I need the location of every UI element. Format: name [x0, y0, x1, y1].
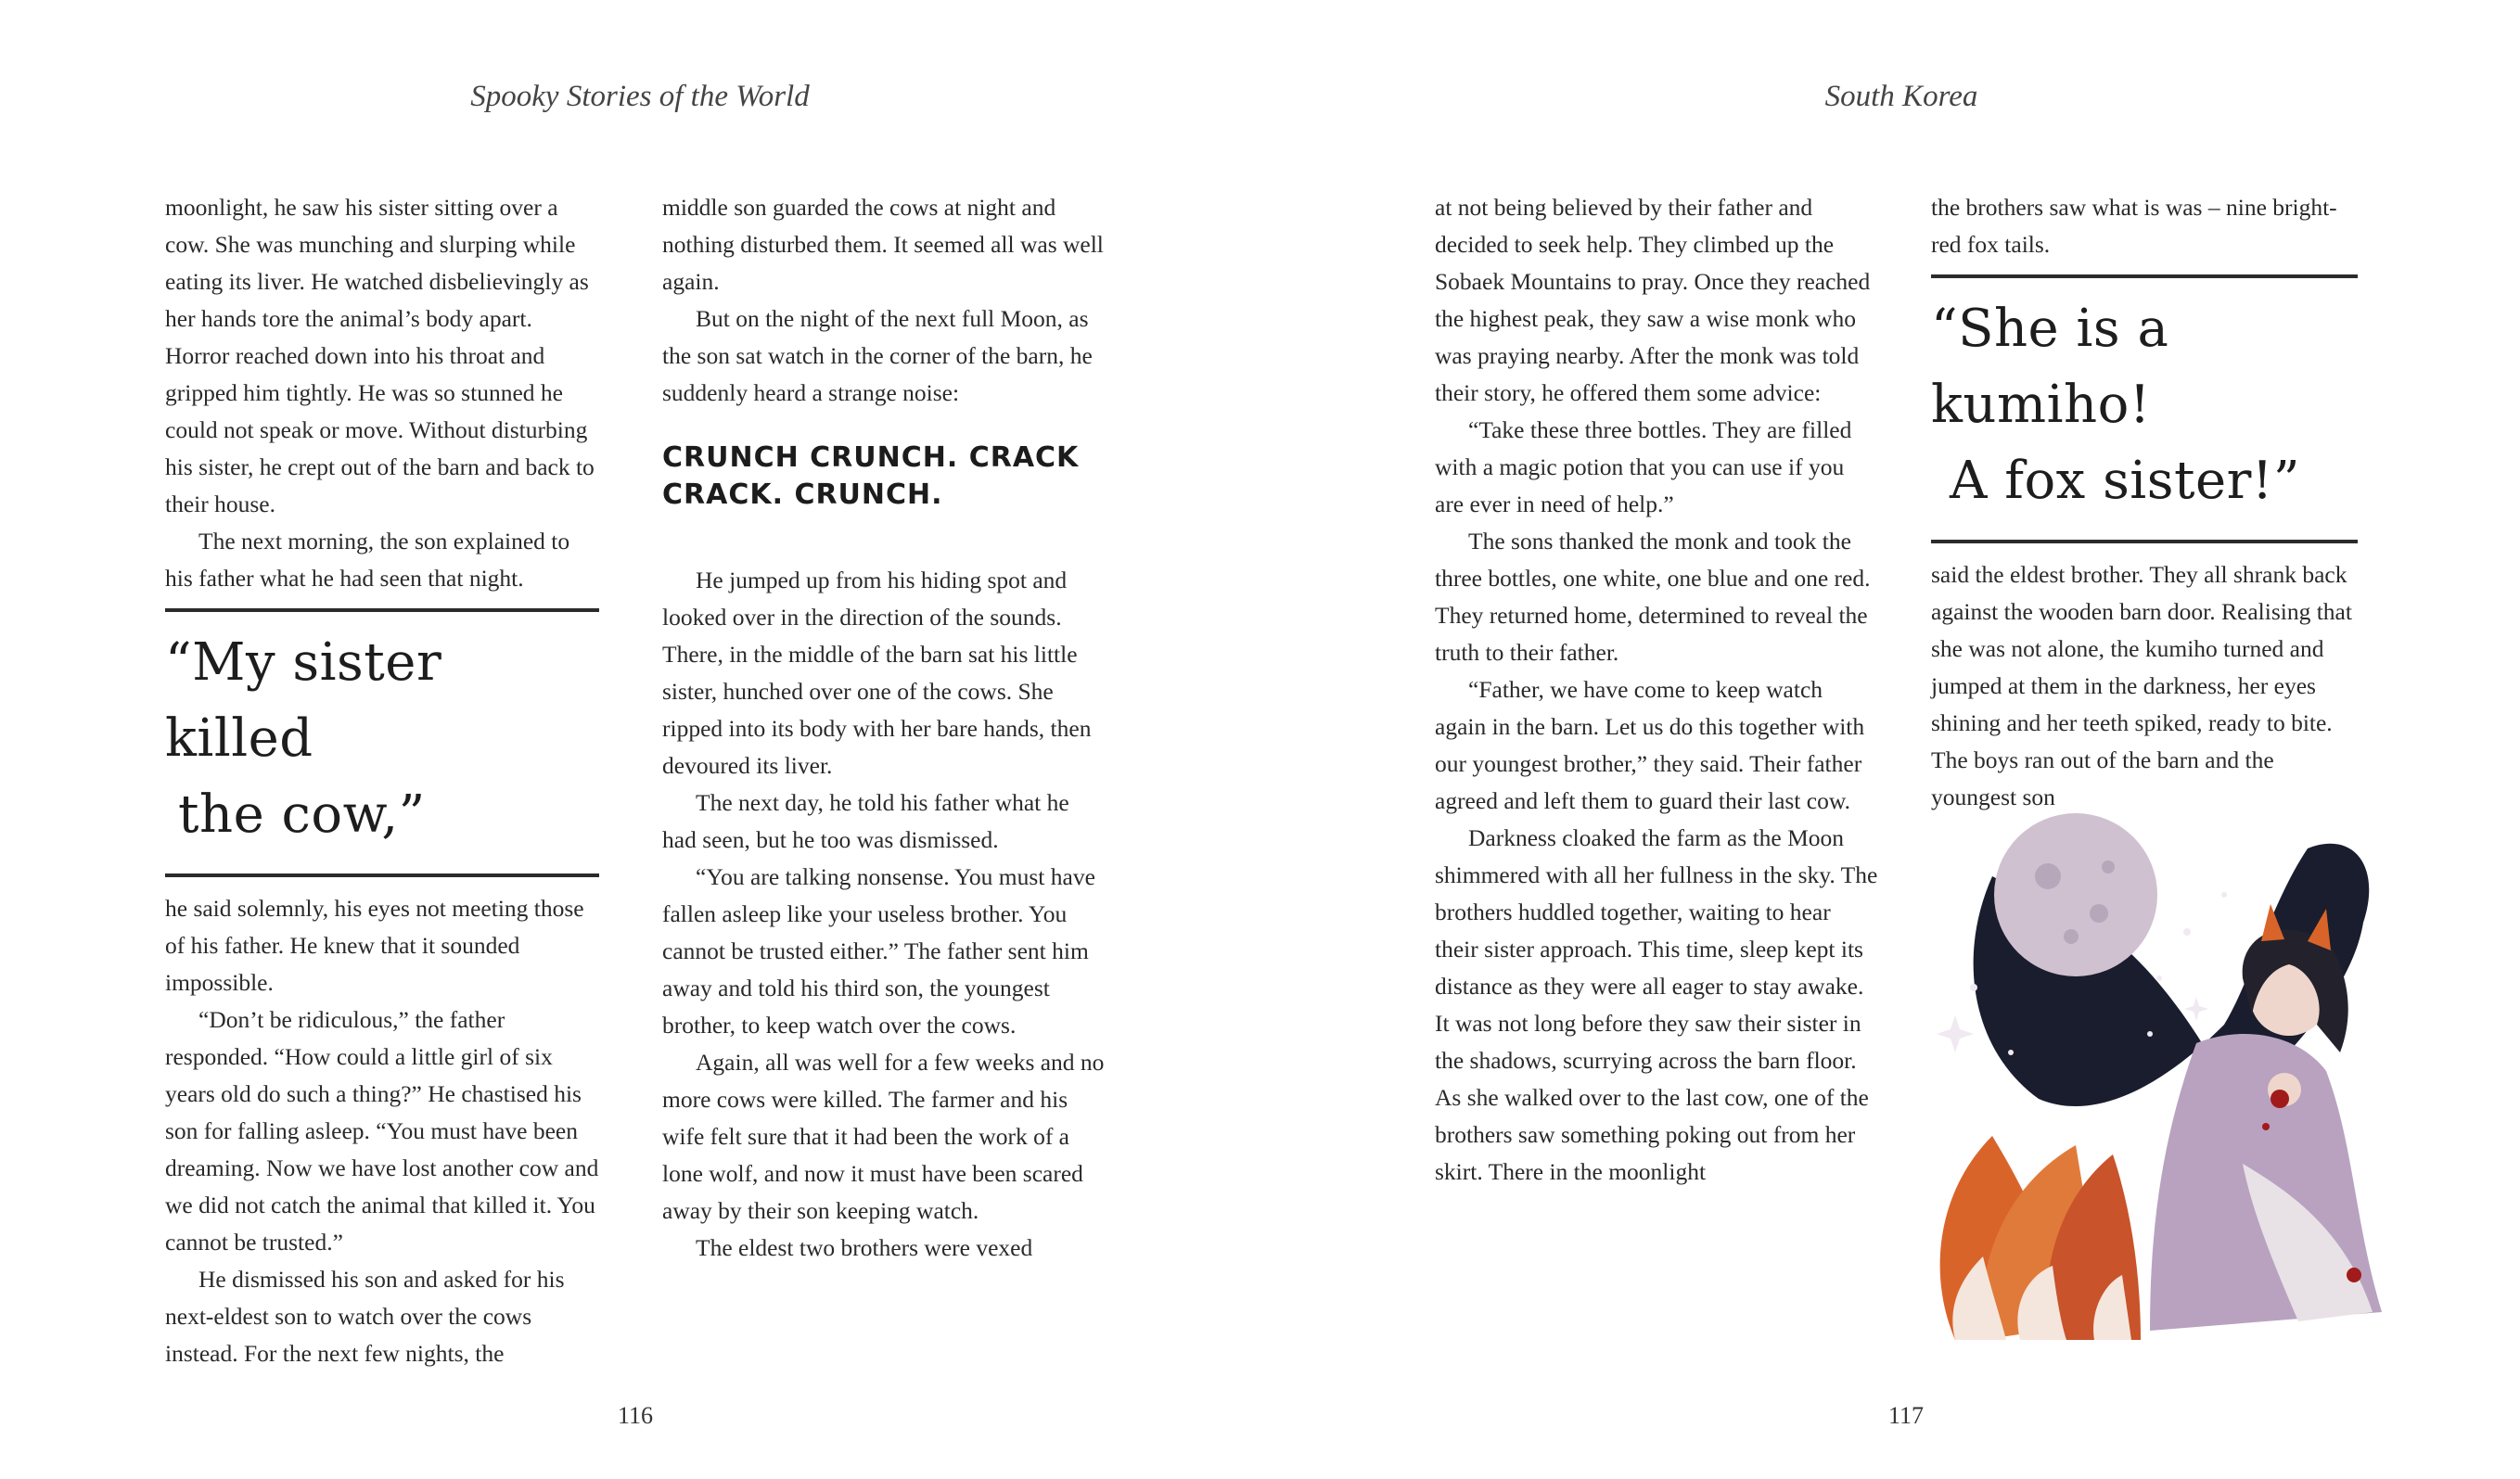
- paragraph: “Father, we have come to keep watch again in the barn. Let us do this together with our youngest brother,” they said. Their father agreed and left them to guard their last cow.: [1435, 676, 1865, 814]
- running-head-left: Spooky Stories of the World: [470, 80, 810, 113]
- pull-quote-line: the cow,”: [178, 784, 426, 845]
- moon: [1994, 813, 2157, 976]
- paragraph: Darkness cloaked the farm as the Moon shimmered with all her fullness in the sky. The brothers huddled together, waiting to hear their sister approach. This time, sleep kept its distance as they were all eager to stay awake. It was not long before they saw their sister in the shadows, scurrying across the barn floor. As she walked over to the last cow, one of the brothers saw something poking out from her skirt. There in the moonlight: [1435, 824, 1878, 1185]
- right-page-column-2: [1931, 189, 2358, 816]
- sound-effect-line: CRUNCH CRUNCH. CRACK: [662, 441, 1080, 474]
- sound-effect-line: CRACK. CRUNCH.: [662, 478, 943, 511]
- kumiho-fox-girl-illustration-icon: [1918, 793, 2456, 1349]
- paragraph: The eldest two brothers were vexed: [696, 1234, 1033, 1261]
- paragraph: The next day, he told his father what he had seen, but he too was dismissed.: [662, 789, 1069, 853]
- paragraph: he said solemnly, his eyes not meeting those of his father. He knew that it sounded impossible.: [165, 895, 584, 996]
- right-page-column-1: [1435, 189, 1878, 1191]
- paragraph: “Take these three bottles. They are filled with a magic potion that you can use if you are ever in need of help.”: [1435, 416, 1852, 517]
- paragraph: said the eldest brother. They all shrank back against the wooden barn door. Realising that she was not alone, the kumiho turned and jumped at them in the darkness, her eyes shining and her teeth spiked, ready to bite. The boys ran out of the barn and the youngest son: [1931, 561, 2352, 810]
- paragraph: middle son guarded the cows at night and nothing disturbed them. It seemed all was well again.: [662, 194, 1104, 295]
- page-number-left: 116: [618, 1402, 654, 1429]
- paragraph: at not being believed by their father and decided to seek help. They climbed up the Sobaek Mountains to pray. Once they reached the highest peak, they saw a wise monk who was praying nearby. After the monk was told their story, he offered them some advice:: [1435, 194, 1871, 406]
- paragraph: But on the night of the next full Moon, as the son sat watch in the corner of the barn, he suddenly heard a strange noise:: [662, 305, 1093, 406]
- paragraph: the brothers saw what is was – nine bright-red fox tails.: [1931, 194, 2337, 258]
- running-head-right: South Korea: [1824, 80, 1978, 113]
- pull-quote: [165, 608, 599, 877]
- paragraph: “You are talking nonsense. You must have fallen asleep like your useless brother. You cannot be trusted either.” The father sent him away and told his third son, the youngest brother, to keep watch over the cows.: [662, 863, 1095, 1039]
- fox-tails: [1940, 1136, 2141, 1340]
- pull-quote-line: “She is a kumiho!: [1931, 299, 2169, 435]
- paragraph: “Don’t be ridiculous,” the father responded. “How could a little girl of six years old do such a thing?” He chastised his son for falling asleep. “You must have been dreaming. Now we have lost another cow and we did not catch the animal that killed it. You cannot be trusted.”: [165, 1006, 599, 1256]
- paragraph: The next morning, the son explained to his father what he had seen that night.: [165, 528, 570, 592]
- paragraph: He jumped up from his hiding spot and looked over in the direction of the sounds. There, in the middle of the barn sat his little sister, hunched over one of the cows. She ripped into its body with her bare hands, then devoured its liver.: [662, 567, 1092, 779]
- left-page-column-1: [165, 189, 599, 1372]
- paragraph: Again, all was well for a few weeks and no more cows were killed. The farmer and his wife felt sure that it had been the work of a lone wolf, and now it must have been scared away by their son keeping watch.: [662, 1049, 1105, 1224]
- paragraph: moonlight, he saw his sister sitting over a cow. She was munching and slurping while eating its liver. He watched disbelievingly as her hands tore the animal’s body apart. Horror reached down into his throat and gripped him tightly. He was so stunned he could not speak or move. Without disturbing his sister, he crept out of the barn and back to their house.: [165, 194, 595, 517]
- left-page-column-2: [662, 189, 1107, 1267]
- pull-quote-line: A fox sister!”: [1950, 451, 2300, 511]
- paragraph: He dismissed his son and asked for his next-eldest son to watch over the cows instead. For the next few nights, the: [165, 1266, 565, 1367]
- paragraph: The sons thanked the monk and took the three bottles, one white, one blue and one red. They returned home, determined to reveal the truth to their father.: [1435, 528, 1871, 666]
- pull-quote-line: “My sister killed: [165, 632, 442, 769]
- sound-effect-text: [662, 440, 1107, 514]
- page-number-right: 117: [1888, 1402, 1925, 1429]
- pull-quote: [1931, 274, 2358, 543]
